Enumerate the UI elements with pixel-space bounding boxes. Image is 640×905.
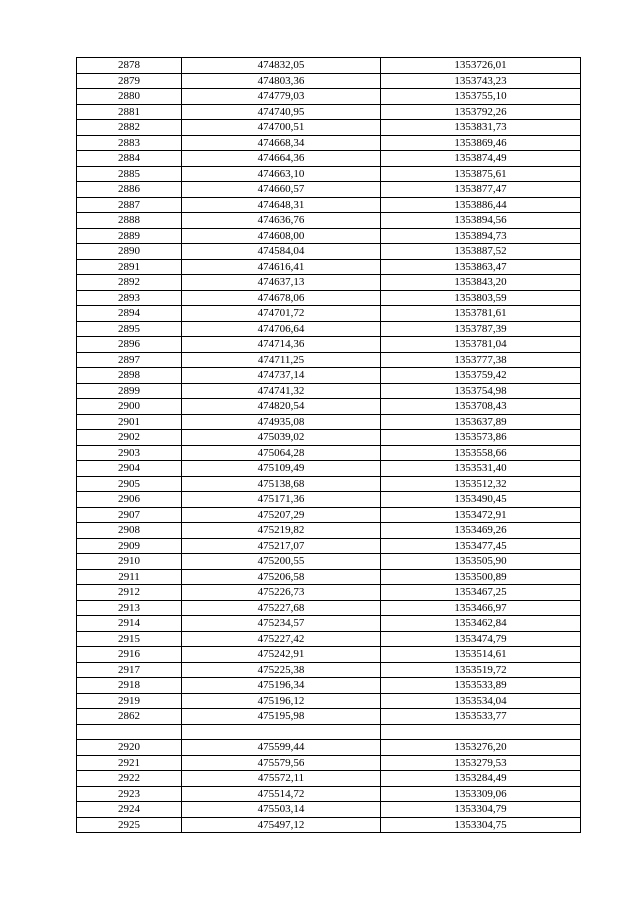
y-coordinate-cell: 1353781,04	[381, 337, 581, 353]
y-coordinate-cell: 1353533,77	[381, 709, 581, 725]
point-number-cell: 2920	[77, 740, 182, 756]
x-coordinate-cell: 474664,36	[182, 151, 381, 167]
x-coordinate-cell: 475227,42	[182, 631, 381, 647]
table-row	[77, 290, 581, 306]
table-row	[77, 569, 581, 585]
y-coordinate-cell: 1353803,59	[381, 290, 581, 306]
table-row	[77, 724, 581, 740]
table-row	[77, 802, 581, 818]
x-coordinate-cell: 475579,56	[182, 755, 381, 771]
x-coordinate-cell: 475206,58	[182, 569, 381, 585]
table-row	[77, 166, 581, 182]
x-coordinate-cell: 474803,36	[182, 73, 381, 89]
x-coordinate-cell: 474660,57	[182, 182, 381, 198]
x-coordinate-cell: 474779,03	[182, 89, 381, 105]
table-row	[77, 306, 581, 322]
table-row	[77, 616, 581, 632]
table-row	[77, 523, 581, 539]
point-number-cell: 2911	[77, 569, 182, 585]
point-number-cell: 2862	[77, 709, 182, 725]
point-number-cell: 2897	[77, 352, 182, 368]
y-coordinate-cell: 1353472,91	[381, 507, 581, 523]
point-number-cell: 2905	[77, 476, 182, 492]
y-coordinate-cell: 1353886,44	[381, 197, 581, 213]
y-coordinate-cell: 1353304,75	[381, 817, 581, 833]
y-coordinate-cell: 1353759,42	[381, 368, 581, 384]
point-number-cell	[77, 724, 182, 740]
y-coordinate-cell: 1353309,06	[381, 786, 581, 802]
x-coordinate-cell: 475196,34	[182, 678, 381, 694]
table-row	[77, 631, 581, 647]
table-row	[77, 228, 581, 244]
x-coordinate-cell: 475572,11	[182, 771, 381, 787]
coordinates-table	[76, 57, 581, 833]
point-number-cell: 2916	[77, 647, 182, 663]
table-row	[77, 352, 581, 368]
point-number-cell: 2904	[77, 461, 182, 477]
point-number-cell: 2918	[77, 678, 182, 694]
point-number-cell: 2896	[77, 337, 182, 353]
y-coordinate-cell: 1353505,90	[381, 554, 581, 570]
y-coordinate-cell: 1353467,25	[381, 585, 581, 601]
x-coordinate-cell: 475234,57	[182, 616, 381, 632]
y-coordinate-cell: 1353754,98	[381, 383, 581, 399]
table-row	[77, 755, 581, 771]
point-number-cell: 2900	[77, 399, 182, 415]
point-number-cell: 2895	[77, 321, 182, 337]
point-number-cell: 2894	[77, 306, 182, 322]
table-row	[77, 430, 581, 446]
x-coordinate-cell: 475219,82	[182, 523, 381, 539]
table-row	[77, 244, 581, 260]
table-row	[77, 197, 581, 213]
table-row	[77, 383, 581, 399]
y-coordinate-cell: 1353573,86	[381, 430, 581, 446]
point-number-cell: 2924	[77, 802, 182, 818]
x-coordinate-cell: 475039,02	[182, 430, 381, 446]
point-number-cell: 2901	[77, 414, 182, 430]
y-coordinate-cell: 1353708,43	[381, 399, 581, 415]
point-number-cell: 2893	[77, 290, 182, 306]
y-coordinate-cell: 1353894,56	[381, 213, 581, 229]
point-number-cell: 2882	[77, 120, 182, 136]
y-coordinate-cell: 1353874,49	[381, 151, 581, 167]
point-number-cell: 2906	[77, 492, 182, 508]
x-coordinate-cell: 475242,91	[182, 647, 381, 663]
point-number-cell: 2878	[77, 58, 182, 74]
coordinates-table-body	[77, 58, 581, 833]
point-number-cell: 2891	[77, 259, 182, 275]
y-coordinate-cell: 1353743,23	[381, 73, 581, 89]
table-row	[77, 120, 581, 136]
x-coordinate-cell: 475497,12	[182, 817, 381, 833]
table-row	[77, 73, 581, 89]
table-row	[77, 662, 581, 678]
point-number-cell: 2923	[77, 786, 182, 802]
y-coordinate-cell: 1353477,45	[381, 538, 581, 554]
table-row	[77, 104, 581, 120]
x-coordinate-cell: 474608,00	[182, 228, 381, 244]
x-coordinate-cell: 474706,64	[182, 321, 381, 337]
y-coordinate-cell: 1353787,39	[381, 321, 581, 337]
point-number-cell: 2888	[77, 213, 182, 229]
y-coordinate-cell: 1353500,89	[381, 569, 581, 585]
table-row	[77, 445, 581, 461]
x-coordinate-cell: 475200,55	[182, 554, 381, 570]
y-coordinate-cell: 1353887,52	[381, 244, 581, 260]
point-number-cell: 2883	[77, 135, 182, 151]
y-coordinate-cell: 1353843,20	[381, 275, 581, 291]
point-number-cell: 2913	[77, 600, 182, 616]
table-row	[77, 786, 581, 802]
table-row	[77, 58, 581, 74]
point-number-cell: 2902	[77, 430, 182, 446]
table-row	[77, 507, 581, 523]
table-row	[77, 647, 581, 663]
x-coordinate-cell: 474678,06	[182, 290, 381, 306]
point-number-cell: 2912	[77, 585, 182, 601]
y-coordinate-cell: 1353894,73	[381, 228, 581, 244]
x-coordinate-cell: 474701,72	[182, 306, 381, 322]
table-row	[77, 414, 581, 430]
table-row	[77, 399, 581, 415]
x-coordinate-cell: 474616,41	[182, 259, 381, 275]
point-number-cell: 2884	[77, 151, 182, 167]
y-coordinate-cell: 1353466,97	[381, 600, 581, 616]
table-row	[77, 554, 581, 570]
table-row	[77, 368, 581, 384]
y-coordinate-cell: 1353276,20	[381, 740, 581, 756]
y-coordinate-cell: 1353831,73	[381, 120, 581, 136]
point-number-cell: 2922	[77, 771, 182, 787]
y-coordinate-cell: 1353462,84	[381, 616, 581, 632]
table-row	[77, 182, 581, 198]
y-coordinate-cell: 1353869,46	[381, 135, 581, 151]
y-coordinate-cell: 1353777,38	[381, 352, 581, 368]
x-coordinate-cell: 474668,34	[182, 135, 381, 151]
y-coordinate-cell: 1353792,26	[381, 104, 581, 120]
table-row	[77, 151, 581, 167]
table-row	[77, 89, 581, 105]
point-number-cell: 2899	[77, 383, 182, 399]
point-number-cell: 2917	[77, 662, 182, 678]
x-coordinate-cell: 475226,73	[182, 585, 381, 601]
table-row	[77, 492, 581, 508]
table-row	[77, 709, 581, 725]
x-coordinate-cell: 475217,07	[182, 538, 381, 554]
y-coordinate-cell: 1353863,47	[381, 259, 581, 275]
point-number-cell: 2903	[77, 445, 182, 461]
y-coordinate-cell: 1353875,61	[381, 166, 581, 182]
point-number-cell: 2889	[77, 228, 182, 244]
x-coordinate-cell: 475171,36	[182, 492, 381, 508]
x-coordinate-cell: 474711,25	[182, 352, 381, 368]
x-coordinate-cell: 474584,04	[182, 244, 381, 260]
table-row	[77, 600, 581, 616]
y-coordinate-cell: 1353519,72	[381, 662, 581, 678]
point-number-cell: 2910	[77, 554, 182, 570]
table-row	[77, 275, 581, 291]
x-coordinate-cell: 474820,54	[182, 399, 381, 415]
y-coordinate-cell: 1353533,89	[381, 678, 581, 694]
y-coordinate-cell: 1353469,26	[381, 523, 581, 539]
x-coordinate-cell: 474832,05	[182, 58, 381, 74]
table-row	[77, 213, 581, 229]
y-coordinate-cell: 1353304,79	[381, 802, 581, 818]
point-number-cell: 2914	[77, 616, 182, 632]
y-coordinate-cell: 1353284,49	[381, 771, 581, 787]
table-row	[77, 678, 581, 694]
x-coordinate-cell: 474648,31	[182, 197, 381, 213]
point-number-cell: 2890	[77, 244, 182, 260]
x-coordinate-cell: 475599,44	[182, 740, 381, 756]
x-coordinate-cell: 474741,32	[182, 383, 381, 399]
y-coordinate-cell: 1353877,47	[381, 182, 581, 198]
y-coordinate-cell: 1353637,89	[381, 414, 581, 430]
table-row	[77, 740, 581, 756]
point-number-cell: 2908	[77, 523, 182, 539]
x-coordinate-cell: 475138,68	[182, 476, 381, 492]
point-number-cell: 2898	[77, 368, 182, 384]
table-row	[77, 337, 581, 353]
point-number-cell: 2925	[77, 817, 182, 833]
x-coordinate-cell: 474740,95	[182, 104, 381, 120]
y-coordinate-cell: 1353474,79	[381, 631, 581, 647]
point-number-cell: 2907	[77, 507, 182, 523]
x-coordinate-cell: 475225,38	[182, 662, 381, 678]
table-row	[77, 321, 581, 337]
x-coordinate-cell: 475195,98	[182, 709, 381, 725]
point-number-cell: 2881	[77, 104, 182, 120]
point-number-cell: 2887	[77, 197, 182, 213]
table-row	[77, 771, 581, 787]
table-row	[77, 817, 581, 833]
y-coordinate-cell: 1353534,04	[381, 693, 581, 709]
table-row	[77, 585, 581, 601]
x-coordinate-cell: 475227,68	[182, 600, 381, 616]
x-coordinate-cell: 474637,13	[182, 275, 381, 291]
x-coordinate-cell: 474935,08	[182, 414, 381, 430]
x-coordinate-cell: 474714,36	[182, 337, 381, 353]
point-number-cell: 2921	[77, 755, 182, 771]
y-coordinate-cell: 1353558,66	[381, 445, 581, 461]
x-coordinate-cell: 475196,12	[182, 693, 381, 709]
x-coordinate-cell: 474737,14	[182, 368, 381, 384]
y-coordinate-cell: 1353726,01	[381, 58, 581, 74]
table-row	[77, 461, 581, 477]
x-coordinate-cell: 475514,72	[182, 786, 381, 802]
y-coordinate-cell: 1353512,32	[381, 476, 581, 492]
y-coordinate-cell	[381, 724, 581, 740]
point-number-cell: 2886	[77, 182, 182, 198]
x-coordinate-cell: 474636,76	[182, 213, 381, 229]
point-number-cell: 2880	[77, 89, 182, 105]
point-number-cell: 2915	[77, 631, 182, 647]
x-coordinate-cell: 475109,49	[182, 461, 381, 477]
x-coordinate-cell: 474663,10	[182, 166, 381, 182]
x-coordinate-cell: 475503,14	[182, 802, 381, 818]
x-coordinate-cell: 475207,29	[182, 507, 381, 523]
y-coordinate-cell: 1353490,45	[381, 492, 581, 508]
table-row	[77, 476, 581, 492]
point-number-cell: 2879	[77, 73, 182, 89]
y-coordinate-cell: 1353531,40	[381, 461, 581, 477]
x-coordinate-cell: 475064,28	[182, 445, 381, 461]
x-coordinate-cell: 474700,51	[182, 120, 381, 136]
y-coordinate-cell: 1353514,61	[381, 647, 581, 663]
table-row	[77, 693, 581, 709]
y-coordinate-cell: 1353755,10	[381, 89, 581, 105]
point-number-cell: 2909	[77, 538, 182, 554]
table-row	[77, 135, 581, 151]
y-coordinate-cell: 1353781,61	[381, 306, 581, 322]
table-row	[77, 259, 581, 275]
point-number-cell: 2892	[77, 275, 182, 291]
y-coordinate-cell: 1353279,53	[381, 755, 581, 771]
point-number-cell: 2885	[77, 166, 182, 182]
point-number-cell: 2919	[77, 693, 182, 709]
table-row	[77, 538, 581, 554]
x-coordinate-cell	[182, 724, 381, 740]
